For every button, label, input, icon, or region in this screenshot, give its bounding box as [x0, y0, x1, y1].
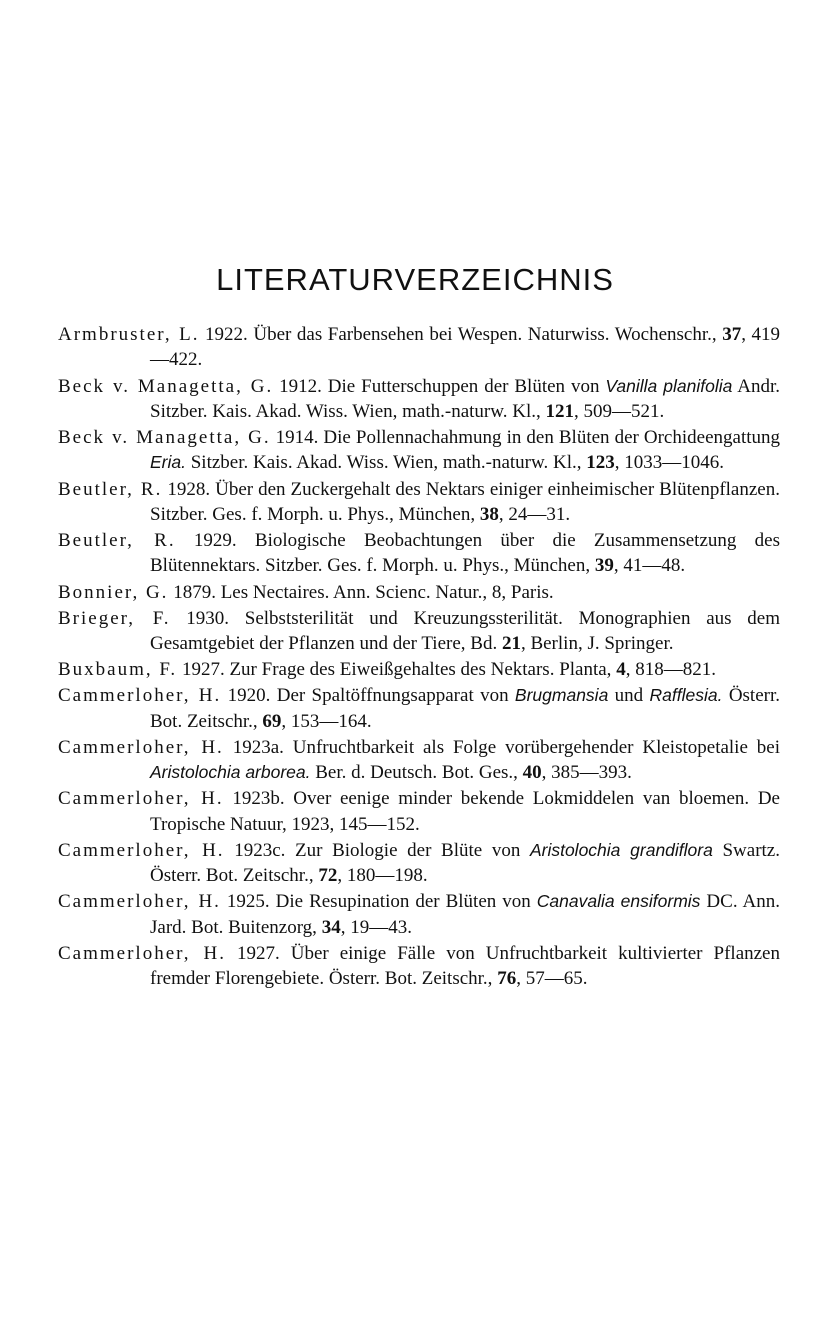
reference-text: , 24—31. — [498, 503, 571, 525]
volume-number: 34 — [321, 916, 341, 938]
volume-number: 37 — [722, 324, 742, 345]
reference-author: Beck v. Managetta, G. — [58, 427, 271, 448]
reference-text: , 1033—1046. — [614, 452, 724, 474]
reference-list — [58, 322, 780, 992]
reference-text: , 19—43. — [340, 916, 412, 938]
taxon-name: Rafflesia. — [649, 685, 723, 706]
volume-number: 4 — [616, 659, 626, 681]
taxon-name: Canavalia ensiformis — [536, 891, 701, 912]
reference-entry — [58, 786, 780, 837]
reference-text: , 385—393. — [541, 762, 632, 784]
reference-entry — [58, 657, 780, 682]
taxon-name: Vanilla planifolia — [605, 375, 733, 396]
reference-author: Armbruster, L. — [58, 324, 200, 345]
reference-text: 1929. Biologische Beobachtungen über die Zusammensetzung des Blütennektars. Sitzber. Ges. f. Morph. u. Phys., München, — [150, 530, 780, 577]
reference-author: Cammerloher, H. — [58, 736, 224, 758]
reference-text: , 509—521. — [573, 400, 665, 422]
volume-number: 69 — [262, 710, 282, 732]
reference-entry — [58, 580, 780, 605]
reference-author: Beutler, R. — [58, 530, 176, 551]
reference-entry — [58, 322, 780, 373]
reference-text: , 419—422. — [150, 324, 781, 371]
taxon-name: Eria. — [150, 452, 186, 473]
reference-entry — [58, 941, 780, 992]
reference-text: 1922. Über das Farbensehen bei Wespen. Naturwiss. Wochenschr., — [199, 324, 723, 345]
reference-text: Swartz. Österr. Bot. Zeitschr., — [150, 839, 780, 887]
reference-text: 1927. Zur Frage des Eiweißgehaltes des Nektars. Planta, — [177, 659, 617, 681]
reference-text: , 818—821. — [625, 659, 716, 681]
taxon-name: Aristolochia grandiflora — [529, 839, 713, 860]
reference-text: Andr. Sitzber. Kais. Akad. Wiss. Wien, math.-naturw. Kl., — [150, 375, 781, 422]
reference-text: 1912. Die Futterschuppen der Blüten von — [273, 375, 606, 397]
volume-number: 21 — [501, 633, 521, 654]
reference-text: 1879. Les Nectaires. Ann. Scienc. Natur., 8, Paris. — [168, 581, 554, 603]
reference-entry — [58, 374, 780, 425]
reference-text: Ber. d. Deutsch. Bot. Ges., — [310, 762, 523, 784]
reference-text: , 57—65. — [516, 968, 588, 990]
reference-author: Beutler, R. — [58, 478, 163, 500]
reference-author: Cammerloher, H. — [58, 942, 226, 964]
volume-number: 40 — [522, 762, 542, 784]
reference-text: DC. Ann. Jard. Bot. Buitenzorg, — [150, 891, 780, 938]
reference-author: Bonnier, G. — [58, 581, 169, 603]
reference-text: 1925. Die Resupination der Blüten von — [220, 891, 537, 913]
reference-author: Beck v. Managetta, G. — [58, 375, 274, 397]
volume-number: 39 — [594, 555, 614, 577]
reference-entry — [58, 477, 780, 528]
reference-entry — [58, 735, 780, 786]
reference-text: 1920. Der Spaltöffnungsapparat von — [221, 685, 515, 707]
reference-text: 1914. Die Pollennachahmung in den Blüten der Orchideengattung — [270, 427, 780, 448]
reference-text: , 41—48. — [613, 555, 686, 577]
reference-entry — [58, 889, 780, 940]
reference-text: 1923b. Over eenige minder bekende Lokmiddelen van bloemen. De Tropische Natuur, 1923, 145—152. — [150, 788, 780, 835]
reference-text: und — [608, 685, 650, 707]
reference-entry — [58, 838, 780, 889]
page-title: LITERATURVERZEICHNIS — [216, 262, 614, 297]
reference-text: , 153—164. — [281, 710, 372, 732]
reference-author: Cammerloher, H. — [58, 891, 221, 913]
reference-text: 1928. Über den Zuckergehalt des Nektars einiger einheimischer Blütenpflanzen. Sitzber. Ges. f. Morph. u. Phys., München, — [150, 478, 780, 525]
reference-text: Österr. Bot. Zeitschr., — [150, 685, 780, 732]
taxon-name: Aristolochia arborea. — [150, 762, 311, 783]
reference-author: Cammerloher, H. — [58, 685, 222, 707]
reference-author: Cammerloher, H. — [58, 839, 225, 861]
taxon-name: Brugmansia — [514, 685, 609, 706]
reference-entry — [58, 528, 780, 579]
reference-text: , Berlin, J. Springer. — [520, 633, 674, 654]
volume-number: 121 — [545, 400, 574, 422]
reference-author: Brieger, F. — [58, 607, 171, 629]
reference-entry — [58, 606, 780, 657]
reference-text: , 180—198. — [337, 865, 428, 887]
reference-text: 1930. Selbststerilität und Kreuzungssterilität. Monographien aus dem Gesamtgebiet der Pflanzen und der Tiere, Bd. — [150, 607, 780, 654]
reference-text: Sitzber. Kais. Akad. Wiss. Wien, math.-naturw. Kl., — [185, 452, 587, 474]
reference-text: 1927. Über einige Fälle von Unfruchtbarkeit kultivierter Pflanzen fremder Florengebiete. Österr. Bot. Zeitschr., — [150, 942, 780, 990]
volume-number: 123 — [586, 452, 615, 474]
reference-entry — [58, 683, 780, 734]
reference-author: Buxbaum, F. — [58, 659, 178, 681]
volume-number: 76 — [497, 968, 517, 990]
volume-number: 72 — [318, 865, 338, 887]
reference-author: Cammerloher, H. — [58, 788, 224, 810]
reference-text: 1923a. Unfruchtbarkeit als Folge vorübergehender Kleistopetalie bei — [223, 736, 780, 758]
volume-number: 38 — [479, 503, 499, 525]
reference-entry — [58, 425, 780, 476]
reference-text: 1923c. Zur Biologie der Blüte von — [224, 839, 530, 861]
